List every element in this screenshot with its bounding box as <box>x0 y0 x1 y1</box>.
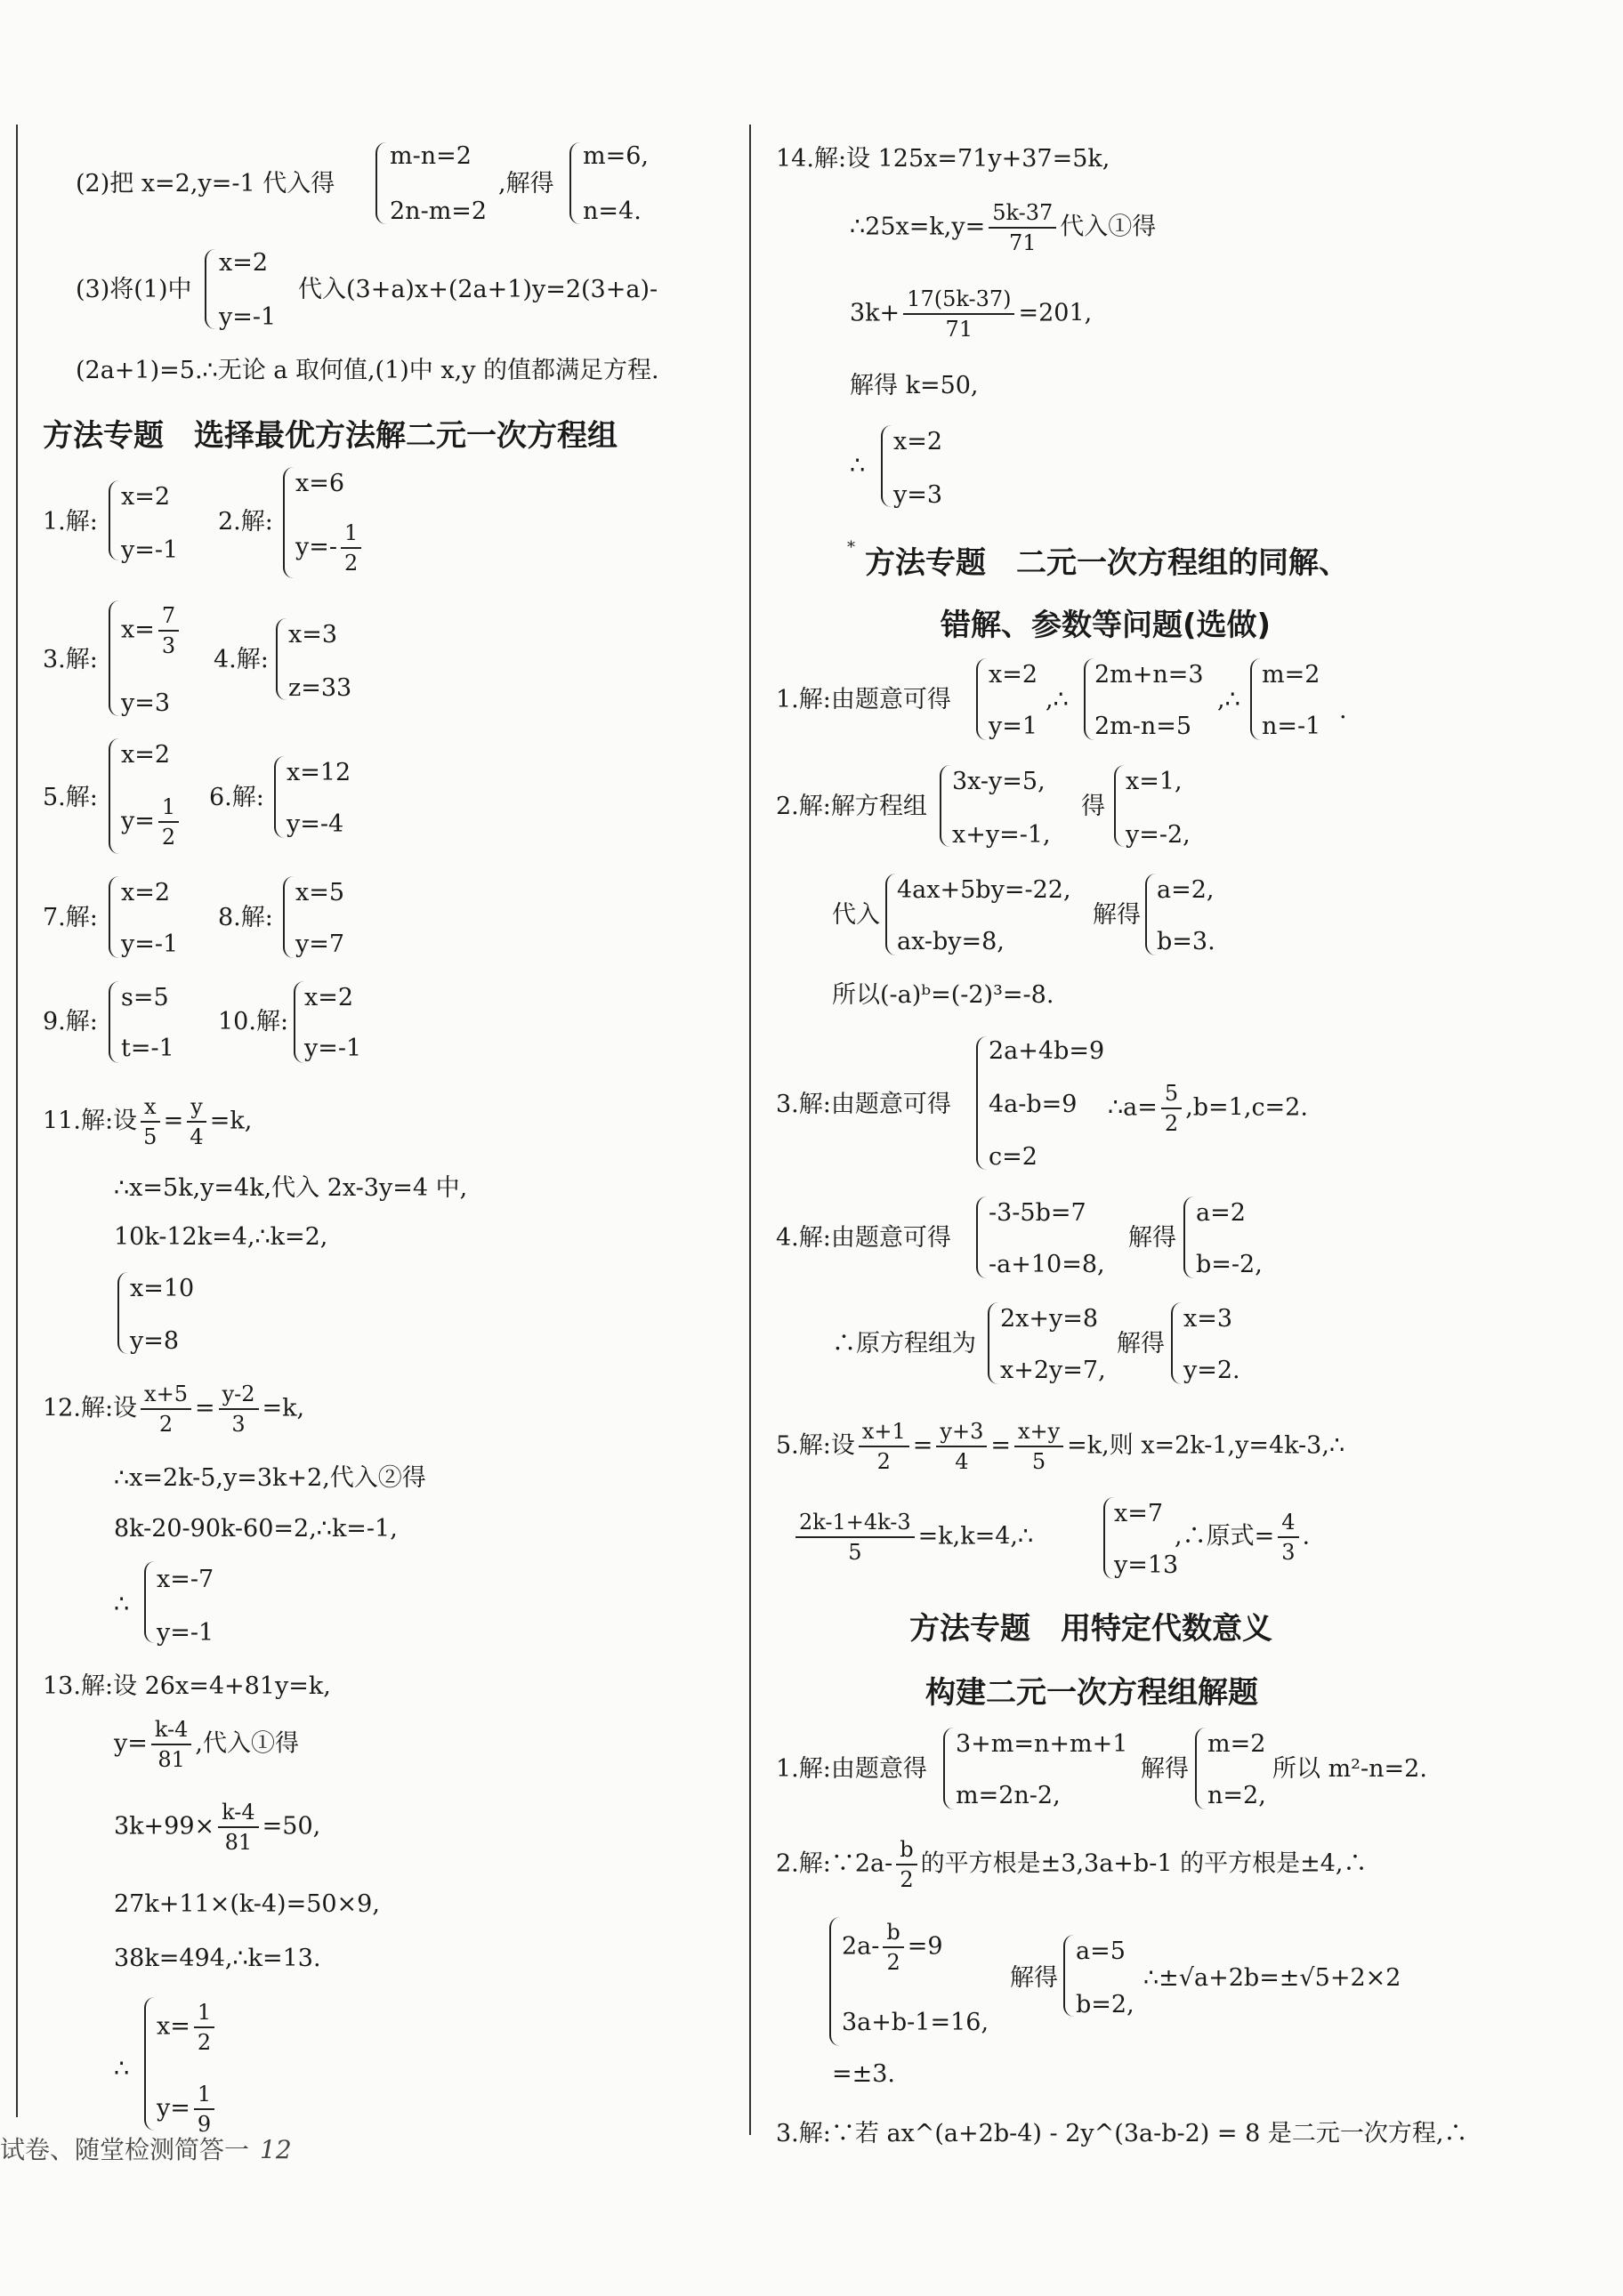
system-line: -a+10=8, <box>989 1251 1105 1278</box>
math-text: = <box>194 1394 215 1422</box>
system-line: 2x+y=8 <box>1000 1305 1099 1333</box>
math-text: x= <box>121 616 155 644</box>
denominator: 2 <box>886 1950 900 1975</box>
system-line: c=2 <box>989 1143 1038 1171</box>
brace <box>109 981 119 1063</box>
system-line: x+y=-1, <box>952 821 1051 849</box>
question-label: 9.解: <box>43 1008 98 1035</box>
system-line: y=2. <box>1183 1357 1240 1384</box>
question-label: 2.解:解方程组 <box>776 793 927 820</box>
numerator: b <box>896 1837 916 1865</box>
system-line <box>157 2000 218 2055</box>
fraction <box>896 1837 916 1892</box>
question-label: 10.解: <box>218 1008 289 1035</box>
math-text: y= <box>157 2094 190 2123</box>
question-label: 7.解: <box>43 904 98 931</box>
text-line: 解得 <box>1117 1330 1165 1357</box>
text-line: =±3. <box>832 2060 896 2088</box>
brace <box>1145 874 1156 955</box>
denominator: 71 <box>1008 230 1037 255</box>
text-line <box>792 1510 1033 1565</box>
question-label: 6.解: <box>209 784 264 811</box>
math-text: =k, <box>209 1107 253 1135</box>
denominator: 2 <box>344 551 359 576</box>
optional-star: * <box>847 538 855 557</box>
denominator: 9 <box>197 2112 212 2137</box>
math-text: =9 <box>907 1932 943 1961</box>
numerator: x+y <box>1014 1419 1063 1447</box>
system-line: y=8 <box>130 1327 180 1355</box>
system-line: 3x-y=5, <box>952 768 1046 795</box>
text-line: 解得 <box>1128 1224 1176 1252</box>
column-divider <box>16 125 18 2117</box>
system-line: y=-1 <box>219 303 277 331</box>
brace <box>109 876 119 958</box>
system-line: x=-7 <box>157 1566 214 1593</box>
math-text: ,代入①得 <box>195 1729 299 1758</box>
fraction <box>218 1800 259 1855</box>
system-line: m-n=2 <box>390 142 472 170</box>
system-line: y=7 <box>295 930 345 958</box>
fraction <box>341 520 361 576</box>
fraction <box>158 794 179 850</box>
system-line: x=3 <box>288 621 338 649</box>
denominator: 5 <box>848 1540 862 1565</box>
text-line: ∴x=2k-5,y=3k+2,代入②得 <box>114 1464 426 1492</box>
system-line: s=5 <box>121 984 169 1011</box>
system-line: y=-4 <box>287 810 344 838</box>
system-line: y=-1 <box>304 1035 362 1062</box>
numerator: k-4 <box>151 1717 192 1745</box>
fraction <box>1161 1081 1182 1136</box>
math-text: 5.解:设 <box>776 1431 855 1460</box>
text-line: 38k=494,∴k=13. <box>114 1945 321 1972</box>
text-line: ∴ <box>850 452 866 479</box>
brace <box>144 1997 155 2131</box>
brace <box>829 1917 840 2046</box>
numerator: 1 <box>158 794 179 823</box>
system-line: -3-5b=7 <box>989 1199 1086 1227</box>
denominator: 71 <box>945 317 973 342</box>
math-text: ,b=1,c=2. <box>1185 1093 1308 1122</box>
section-heading: 方法专题 选择最优方法解二元一次方程组 <box>43 418 618 454</box>
system-line: x=2 <box>121 483 171 511</box>
text-line: (2a+1)=5.∴无论 a 取何值,(1)中 x,y 的值都满足方程. <box>76 357 659 384</box>
numerator: y+3 <box>936 1419 987 1447</box>
math-text: x= <box>157 2012 190 2041</box>
system-line: t=-1 <box>121 1035 174 1062</box>
system-line: y=-1 <box>157 1619 214 1647</box>
system-line <box>295 520 365 576</box>
question-label: 1.解:由题意可得 <box>776 686 951 713</box>
text-line: ,∴ <box>1046 686 1069 713</box>
system-line: y=3 <box>893 481 943 509</box>
fraction <box>187 1094 206 1149</box>
brace <box>976 1196 987 1278</box>
numerator: x+5 <box>141 1382 191 1410</box>
math-text: ∴a= <box>1108 1093 1158 1122</box>
brace <box>1103 1497 1114 1579</box>
text-line: 得 <box>1081 793 1105 820</box>
brace <box>276 618 287 700</box>
numerator: 1 <box>194 2082 214 2110</box>
system-line: x+2y=7, <box>1000 1357 1106 1384</box>
text-line: 3.解:∵若 ax^(a+2b-4) - 2y^(3a-b-2) = 8 是二元一次方程,∴ <box>776 2120 1468 2147</box>
system-line: x=2 <box>989 661 1038 689</box>
fraction <box>219 1382 259 1437</box>
system-line: x=2 <box>121 741 171 769</box>
fraction <box>141 1094 160 1149</box>
denominator: 81 <box>224 1830 253 1855</box>
question-label: 8.解: <box>218 904 273 931</box>
denominator: 2 <box>161 825 176 850</box>
text-line: 解得 <box>1010 1964 1058 1992</box>
denominator: 2 <box>900 1867 914 1892</box>
system-line: n=4. <box>583 197 642 225</box>
math-text: 代入①得 <box>1060 213 1157 241</box>
denominator: 4 <box>955 1449 969 1474</box>
text-line <box>850 200 1156 255</box>
text-line <box>114 1717 299 1772</box>
system-line <box>121 603 182 658</box>
text-line <box>43 1094 252 1149</box>
question-label: 1.解:由题意得 <box>776 1755 927 1783</box>
page-footer <box>0 2131 292 2166</box>
section-heading: 构建二元一次方程组解题 <box>925 1675 1258 1711</box>
system-line: x=10 <box>130 1275 195 1302</box>
system-line: 4a-b=9 <box>989 1091 1078 1118</box>
denominator: 5 <box>1031 1449 1046 1474</box>
text-line: ∴x=5k,y=4k,代入 2x-3y=4 中, <box>114 1174 468 1202</box>
system-line: x=5 <box>295 879 345 906</box>
denominator: 5 <box>143 1124 157 1149</box>
question-label: 3.解:由题意可得 <box>776 1091 951 1118</box>
text-line <box>1108 1081 1308 1136</box>
section-heading: 错解、参数等问题(选做) <box>941 608 1272 643</box>
text-line: 14.解:设 125x=71y+37=5k, <box>776 145 1110 173</box>
math-text: 12.解:设 <box>43 1394 138 1422</box>
numerator: 2k-1+4k-3 <box>795 1510 915 1538</box>
text-line: ,解得 <box>498 170 554 197</box>
text-line: 代入 <box>832 901 880 929</box>
numerator: y <box>187 1094 206 1123</box>
brace <box>144 1561 155 1643</box>
brace <box>294 981 304 1063</box>
numerator: 7 <box>158 603 179 632</box>
denominator: 2 <box>158 1412 174 1437</box>
brace <box>117 1272 128 1354</box>
brace <box>943 1728 954 1809</box>
numerator: 4 <box>1278 1510 1298 1538</box>
text-line: 代入(3+a)x+(2a+1)y=2(3+a)- <box>298 276 658 303</box>
text-line: . <box>1339 697 1347 724</box>
text-line <box>114 1800 320 1855</box>
question-label: 4.解:由题意可得 <box>776 1224 951 1252</box>
math-text: 11.解:设 <box>43 1107 138 1135</box>
fraction <box>1014 1419 1063 1474</box>
system-line: x=2 <box>121 879 171 906</box>
system-line: 3+m=n+m+1 <box>956 1730 1128 1758</box>
denominator: 3 <box>231 1412 246 1437</box>
brace <box>1063 1935 1074 2017</box>
text-line: 10k-12k=4,∴k=2, <box>114 1223 328 1251</box>
fraction <box>795 1510 915 1565</box>
numerator: x+1 <box>859 1419 909 1447</box>
brace <box>274 756 285 838</box>
system-line: 2a+4b=9 <box>989 1037 1105 1065</box>
system-line: y=-1 <box>121 536 179 564</box>
system-line: y=-1 <box>121 930 179 958</box>
system-line: a=2, <box>1157 876 1215 904</box>
question-label: 4.解: <box>214 646 269 673</box>
fraction <box>141 1382 191 1437</box>
denominator: 81 <box>157 1747 185 1772</box>
text-line <box>776 1837 1367 1892</box>
numerator: 5k-37 <box>989 200 1056 229</box>
system-line <box>842 1920 943 1975</box>
math-text: = <box>912 1431 933 1460</box>
system-line: 2n-m=2 <box>390 197 488 225</box>
system-line: x=2 <box>893 428 943 455</box>
system-line: a=5 <box>1076 1938 1126 1965</box>
brace <box>881 425 892 507</box>
text-line: ∴±√a+2b=±√5+2×2 <box>1143 1964 1401 1992</box>
system-line <box>121 794 182 850</box>
page-number: 12 <box>260 2135 292 2164</box>
fraction <box>903 286 1014 342</box>
question-label: 1.解: <box>43 508 98 536</box>
math-text: =201, <box>1018 299 1093 327</box>
denominator: 4 <box>190 1124 204 1149</box>
question-label: 3.解: <box>43 646 98 673</box>
system-line: b=-2, <box>1196 1251 1263 1278</box>
numerator: 17(5k-37) <box>903 286 1014 315</box>
question-label: 5.解: <box>43 784 98 811</box>
question-label: 2.解: <box>218 508 273 536</box>
text-line: 解得 k=50, <box>850 372 979 399</box>
text-line <box>850 286 1092 342</box>
brace <box>283 467 294 578</box>
system-line: m=6, <box>583 142 649 170</box>
system-line: n=2, <box>1207 1782 1266 1809</box>
fraction <box>194 2000 214 2055</box>
system-line: y=13 <box>1114 1551 1179 1579</box>
math-text: . <box>1302 1522 1311 1551</box>
text-line: 13.解:设 26x=4+81y=k, <box>43 1672 331 1700</box>
text-line <box>43 1382 304 1437</box>
system-line: y=3 <box>121 689 171 717</box>
brace <box>976 1036 987 1170</box>
denominator: 3 <box>1281 1540 1296 1565</box>
brace <box>205 249 215 329</box>
brace <box>283 876 294 958</box>
brace <box>976 658 987 740</box>
numerator: 1 <box>194 2000 214 2028</box>
math-text: 3k+ <box>850 299 900 327</box>
section-heading: 方法专题 二元一次方程组的同解、 <box>865 545 1349 581</box>
math-text: = <box>163 1107 184 1135</box>
system-line: a=2 <box>1196 1199 1246 1227</box>
math-text: =k, <box>262 1394 305 1422</box>
text-line: 解得 <box>1093 901 1141 929</box>
brace <box>885 874 896 955</box>
text-line: ∴ <box>114 1591 130 1618</box>
fraction <box>151 1717 192 1772</box>
denominator: 2 <box>1164 1111 1179 1136</box>
math-text: 2.解:∵2a- <box>776 1849 893 1878</box>
system-line: x=2 <box>304 984 354 1011</box>
fraction <box>883 1920 903 1975</box>
brace <box>109 480 119 560</box>
fraction <box>989 200 1056 255</box>
system-line: x=7 <box>1114 1500 1164 1527</box>
math-text: =k,k=4,∴ <box>917 1522 1034 1551</box>
math-text: ,∴原式= <box>1175 1522 1275 1551</box>
system-line: 2m-n=5 <box>1094 713 1192 740</box>
math-text: 2a- <box>842 1932 880 1961</box>
system-line: m=2n-2, <box>956 1782 1061 1809</box>
system-line: m=2 <box>1207 1730 1266 1758</box>
footer-text: 试卷、随堂检测简答一 <box>0 2135 250 2164</box>
text-line <box>776 1419 1344 1474</box>
numerator: b <box>883 1920 903 1948</box>
fraction <box>158 603 179 658</box>
denominator: 2 <box>876 1449 891 1474</box>
brace <box>109 600 119 716</box>
text-line: (3)将(1)中 <box>76 276 192 303</box>
text-line: 27k+11×(k-4)=50×9, <box>114 1890 380 1918</box>
math-text: =k,则 x=2k-1,y=4k-3,∴ <box>1067 1431 1345 1460</box>
denominator: 2 <box>197 2030 212 2055</box>
system-line: n=-1 <box>1262 713 1321 740</box>
fraction <box>936 1419 987 1474</box>
brace <box>1114 765 1125 847</box>
system-line <box>157 2082 218 2137</box>
system-line: 3a+b-1=16, <box>842 2009 989 2036</box>
system-line: 4ax+5by=-22, <box>897 876 1071 904</box>
system-line: ax-by=8, <box>897 928 1005 955</box>
fraction <box>1278 1510 1298 1565</box>
text-line: 8k-20-90k-60=2,∴k=-1, <box>114 1515 398 1543</box>
system-line: y=1 <box>989 713 1038 740</box>
system-line: b=2, <box>1076 1991 1134 2018</box>
math-text: ∴25x=k,y= <box>850 213 986 241</box>
numerator: y-2 <box>219 1382 259 1410</box>
math-text: y=- <box>295 533 337 561</box>
system-line: y=-2, <box>1126 821 1191 849</box>
math-text: 3k+99× <box>114 1812 215 1841</box>
system-line: m=2 <box>1262 661 1320 689</box>
text-line: ,∴ <box>1217 686 1240 713</box>
brace <box>1195 1728 1206 1809</box>
column-divider-middle <box>749 125 751 2135</box>
system-line: x=12 <box>287 759 351 786</box>
math-text: = <box>990 1431 1011 1460</box>
denominator: 3 <box>161 633 176 658</box>
system-line: x=2 <box>219 249 269 277</box>
brace <box>1171 1302 1182 1384</box>
brace <box>569 142 580 224</box>
system-line: x=1, <box>1126 768 1183 795</box>
numerator: x <box>141 1094 160 1123</box>
text-line: 所以 m²-n=2. <box>1272 1755 1427 1783</box>
text-line: ∴ <box>114 2055 130 2083</box>
math-text: y= <box>121 807 155 835</box>
system-line: x=3 <box>1183 1305 1233 1333</box>
brace <box>1084 658 1094 740</box>
system-line: z=33 <box>288 674 352 702</box>
math-text: y= <box>114 1729 148 1758</box>
section-heading: 方法专题 用特定代数意义 <box>909 1611 1272 1647</box>
brace <box>940 765 950 847</box>
brace <box>109 738 119 854</box>
text-line: 解得 <box>1141 1755 1189 1783</box>
system-line: 2m+n=3 <box>1094 661 1204 689</box>
fraction <box>194 2082 214 2137</box>
brace <box>1250 658 1261 740</box>
system-line: x=6 <box>295 470 345 497</box>
system-line: b=3. <box>1157 928 1215 955</box>
text-line: ∴原方程组为 <box>832 1330 976 1357</box>
numerator: 5 <box>1161 1081 1182 1109</box>
brace <box>988 1302 998 1384</box>
text-line: (2)把 x=2,y=-1 代入得 <box>76 170 335 197</box>
text-line: 所以(-a)ᵇ=(-2)³=-8. <box>832 981 1054 1009</box>
numerator: k-4 <box>218 1800 259 1828</box>
brace <box>1183 1196 1194 1278</box>
math-text: 的平方根是±3,3a+b-1 的平方根是±4,∴ <box>920 1849 1368 1878</box>
numerator: 1 <box>341 520 361 549</box>
fraction <box>859 1419 909 1474</box>
brace <box>375 142 386 224</box>
math-text: =50, <box>262 1812 321 1841</box>
text-line <box>1175 1510 1310 1565</box>
